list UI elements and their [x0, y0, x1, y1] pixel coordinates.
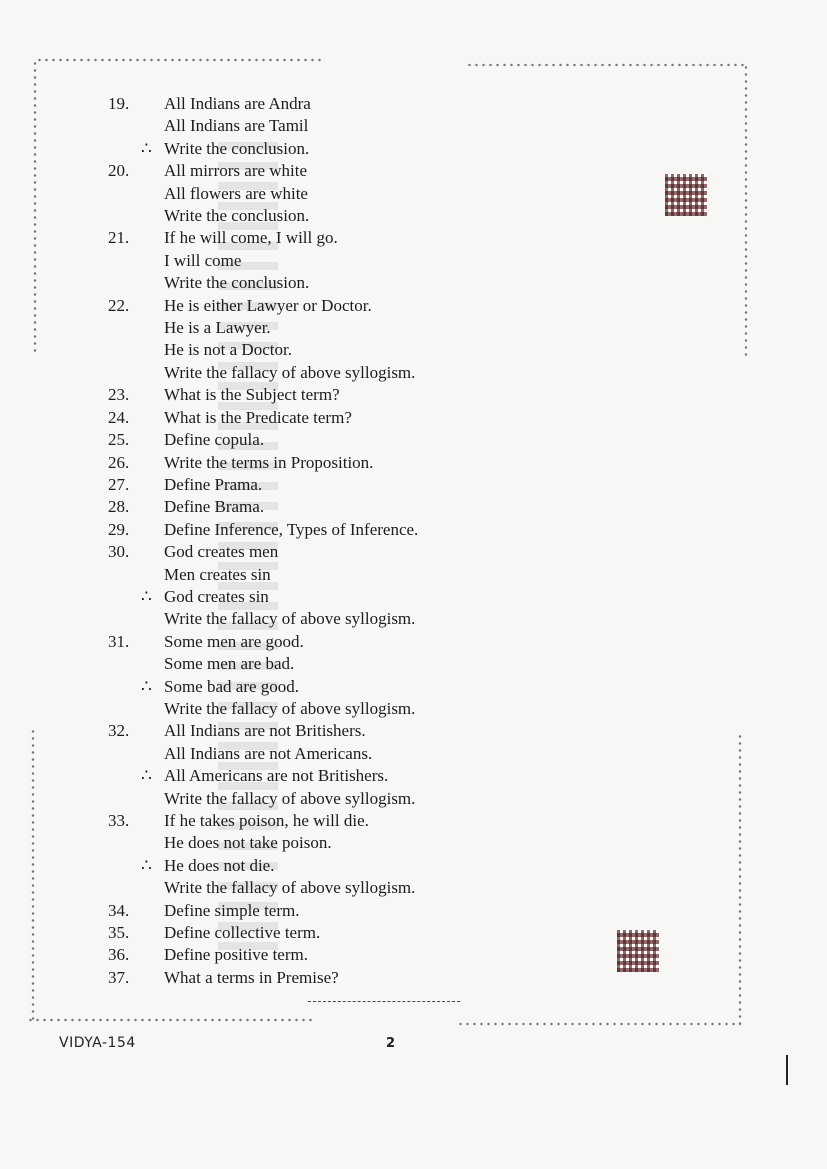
- border-top-right: [466, 63, 748, 67]
- question-number: 36.: [108, 945, 130, 965]
- border-left-top: [33, 60, 37, 355]
- question-line: [108, 115, 608, 137]
- question-line: [108, 832, 608, 854]
- question-text: Define Inference, Types of Inference.: [164, 519, 419, 539]
- question-line: [108, 877, 608, 899]
- question-number: 21.: [108, 228, 130, 248]
- question-text: Define simple term.: [164, 900, 300, 920]
- therefore-symbol: ∴: [141, 138, 152, 158]
- question-number: 25.: [108, 430, 130, 450]
- question-text: Write the conclusion.: [164, 273, 310, 293]
- question-item: [108, 541, 608, 631]
- question-line: [108, 93, 608, 115]
- question-number: 27.: [108, 474, 130, 494]
- therefore-symbol: ∴: [141, 676, 152, 696]
- question-text: He does not die.: [164, 855, 275, 875]
- question-text: Some men are good.: [164, 631, 304, 651]
- question-text: Write the fallacy of above syllogism.: [164, 609, 416, 629]
- question-text: Define copula.: [164, 430, 265, 450]
- border-top-left: [36, 58, 322, 62]
- border-right-bottom: [738, 733, 742, 1025]
- question-text: All Indians are Andra: [164, 94, 311, 113]
- question-line: [108, 317, 608, 339]
- question-number: 28.: [108, 497, 130, 517]
- question-line: [108, 362, 608, 384]
- question-text: What a terms in Premise?: [164, 967, 339, 987]
- question-text: All Americans are not Britishers.: [164, 766, 389, 786]
- question-text: All Indians are not Americans.: [164, 743, 373, 763]
- question-item: [108, 295, 608, 385]
- question-line: [108, 339, 608, 361]
- question-line: [108, 183, 608, 205]
- therefore-symbol: ∴: [141, 855, 152, 875]
- question-text: Write the fallacy of above syllogism.: [164, 698, 416, 718]
- edge-mark: [786, 1055, 788, 1085]
- question-text: Some bad are good.: [164, 676, 300, 696]
- question-line: [108, 944, 608, 966]
- qr-code-top: [665, 174, 707, 216]
- footer-code: VIDYA-154: [59, 1035, 136, 1051]
- question-line: [108, 608, 608, 630]
- question-text: All Indians are Tamil: [164, 116, 309, 136]
- question-line: [108, 922, 608, 944]
- question-text: Write the terms in Proposition.: [164, 452, 374, 472]
- question-text: He is either Lawyer or Doctor.: [164, 295, 372, 315]
- question-line: [108, 967, 608, 989]
- question-line: [108, 452, 608, 474]
- question-number: 29.: [108, 519, 130, 539]
- question-text: Write the conclusion.: [164, 206, 310, 226]
- question-number: 31.: [108, 631, 130, 651]
- question-line: [108, 765, 608, 787]
- question-line: [108, 788, 608, 810]
- question-item: [108, 384, 608, 406]
- question-line: [108, 631, 608, 653]
- question-text: He is not a Doctor.: [164, 340, 292, 360]
- question-item: [108, 474, 608, 496]
- question-number: 30.: [108, 542, 130, 562]
- question-line: [108, 138, 608, 160]
- question-text: What is the Subject term?: [164, 385, 340, 405]
- question-item: [108, 631, 608, 721]
- question-line: [108, 676, 608, 698]
- question-line: [108, 541, 608, 563]
- question-number: 22.: [108, 295, 130, 315]
- question-number: 35.: [108, 923, 130, 943]
- question-item: [108, 720, 608, 810]
- border-right-top: [744, 64, 748, 356]
- question-text: Define positive term.: [164, 945, 308, 965]
- question-text: I will come: [164, 250, 242, 270]
- question-item: [108, 452, 608, 474]
- qr-code-bottom: [617, 930, 659, 972]
- question-item: [108, 407, 608, 429]
- question-text: He is a Lawyer.: [164, 318, 271, 338]
- question-text: All mirrors are white: [164, 161, 308, 181]
- question-line: [108, 586, 608, 608]
- question-text: Define Brama.: [164, 497, 265, 517]
- question-text: All flowers are white: [164, 183, 308, 203]
- question-text: All Indians are not Britishers.: [164, 721, 366, 741]
- question-text: If he will come, I will go.: [164, 228, 338, 248]
- question-line: [108, 855, 608, 877]
- question-line: [108, 698, 608, 720]
- question-line: [108, 564, 608, 586]
- question-number: 37.: [108, 967, 130, 987]
- question-item: [108, 496, 608, 518]
- question-line: [108, 720, 608, 742]
- question-item: [108, 922, 608, 944]
- question-number: 26.: [108, 452, 130, 472]
- border-bottom-right: [457, 1022, 741, 1026]
- question-line: [108, 384, 608, 406]
- question-line: [108, 496, 608, 518]
- question-text: If he takes poison, he will die.: [164, 811, 369, 830]
- page-number: 2: [386, 1036, 396, 1051]
- question-number: 24.: [108, 407, 130, 427]
- question-line: [108, 519, 608, 541]
- question-line: [108, 900, 608, 922]
- question-line: [108, 227, 608, 249]
- question-number: 23.: [108, 385, 130, 405]
- border-bottom-left: [27, 1018, 313, 1022]
- question-text: God creates men: [164, 542, 279, 562]
- question-line: [108, 250, 608, 272]
- question-text: God creates sin: [164, 586, 269, 606]
- border-left-bottom: [31, 728, 35, 1020]
- question-line: [108, 272, 608, 294]
- question-text: Define collective term.: [164, 923, 321, 943]
- therefore-symbol: ∴: [141, 766, 152, 786]
- question-item: [108, 944, 608, 966]
- question-text: Write the conclusion.: [164, 138, 310, 158]
- question-line: [108, 429, 608, 451]
- question-list: [108, 93, 608, 989]
- question-item: [108, 227, 608, 294]
- question-line: [108, 653, 608, 675]
- question-text: Some men are bad.: [164, 654, 295, 674]
- question-item: [108, 160, 608, 227]
- question-text: What is the Predicate term?: [164, 407, 352, 427]
- question-text: He does not take poison.: [164, 833, 332, 853]
- question-item: [108, 519, 608, 541]
- question-number: 33.: [108, 811, 130, 830]
- question-line: [108, 474, 608, 496]
- question-item: [108, 93, 608, 160]
- question-number: 34.: [108, 900, 130, 920]
- question-text: Write the fallacy of above syllogism.: [164, 878, 416, 898]
- question-text: Write the fallacy of above syllogism.: [164, 788, 416, 808]
- question-text: Define Prama.: [164, 474, 263, 494]
- question-line: [108, 743, 608, 765]
- question-number: 32.: [108, 721, 130, 741]
- question-line: [108, 160, 608, 182]
- question-item: [108, 810, 608, 900]
- therefore-symbol: ∴: [141, 586, 152, 606]
- question-line: [108, 810, 608, 832]
- question-line: [108, 407, 608, 429]
- question-line: [108, 295, 608, 317]
- question-line: [108, 205, 608, 227]
- question-item: [108, 429, 608, 451]
- question-number: 19.: [108, 94, 130, 113]
- question-text: Write the fallacy of above syllogism.: [164, 362, 416, 382]
- question-item: [108, 967, 608, 989]
- question-text: Men creates sin: [164, 564, 271, 584]
- question-item: [108, 900, 608, 922]
- end-rule: [308, 1001, 460, 1002]
- question-number: 20.: [108, 161, 130, 181]
